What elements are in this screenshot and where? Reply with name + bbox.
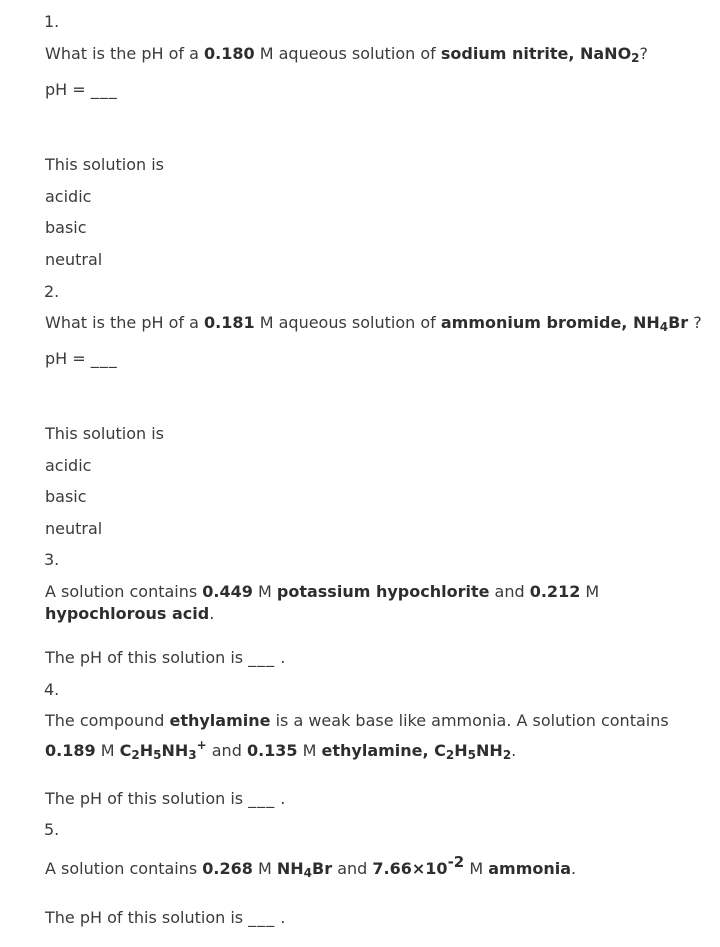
answer-blank[interactable]: ___ [248, 789, 276, 808]
question-number: 2. [44, 282, 60, 301]
answer-blank[interactable]: ___ [248, 648, 276, 667]
ph-answer-field[interactable]: The pH of this solution is ___ . [45, 648, 286, 667]
question-number: 4. [44, 680, 60, 699]
question-text: The compound ethylamine is a weak base like ammonia. A solution contains [45, 711, 669, 730]
solution-label: This solution is [45, 155, 165, 174]
question-text: A solution contains 0.268 M $NH_4Br$ and 7.66×10-2 M ammonia. [45, 853, 577, 880]
question-number: 1. [44, 12, 60, 31]
question-number: 3. [44, 550, 60, 569]
answer-blank[interactable]: ___ [90, 349, 118, 368]
solution-label: This solution is [45, 424, 165, 443]
question-text-continued: hypochlorous acid. [45, 604, 215, 623]
answer-blank[interactable]: ___ [90, 80, 118, 99]
question-text: What is the pH of a 0.180 M aqueous solution of sodium nitrite, NaNO$_2$? [45, 44, 649, 65]
ph-answer-field[interactable]: The pH of this solution is ___ . [45, 908, 286, 927]
option-acidic[interactable]: acidic [45, 187, 92, 206]
question-text-continued: 0.189 M $C_2H_5NH_3^+$ and 0.135 M ethylamine, $C_2H_5NH_2$. [45, 738, 517, 762]
ph-answer-field[interactable]: pH = ___ [45, 80, 118, 99]
answer-blank[interactable]: ___ [248, 908, 276, 927]
option-neutral[interactable]: neutral [45, 250, 103, 269]
question-number: 5. [44, 820, 60, 839]
option-neutral[interactable]: neutral [45, 519, 103, 538]
question-text: A solution contains 0.449 M potassium hypochlorite and 0.212 M [45, 582, 600, 601]
question-text: What is the pH of a 0.181 M aqueous solution of ammonium bromide, $NH_4Br$ ? [45, 313, 702, 334]
option-basic[interactable]: basic [45, 487, 87, 506]
option-basic[interactable]: basic [45, 218, 87, 237]
ph-answer-field[interactable]: The pH of this solution is ___ . [45, 789, 286, 808]
ph-answer-field[interactable]: pH = ___ [45, 349, 118, 368]
option-acidic[interactable]: acidic [45, 456, 92, 475]
